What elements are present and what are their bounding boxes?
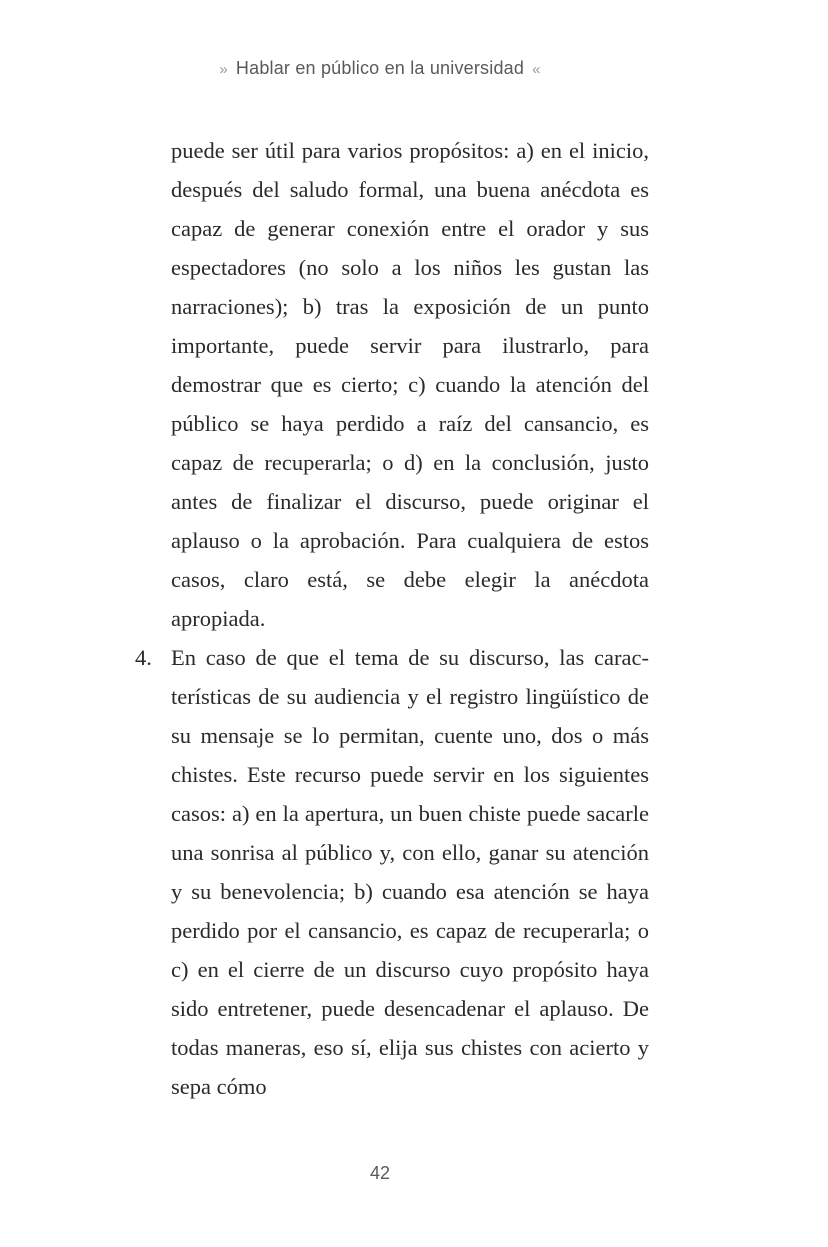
header-right-mark: « (532, 61, 541, 78)
continuation-paragraph: puede ser útil para varios propósitos: a) en el inicio, después del saludo formal, una buena anécdota es capaz de generar conexión entre el orador y sus espectadores (no solo a los niños les gustan las narraciones); b) tras la exposición de un punto importante, puede servir para ilustrarlo, para demostrar que es cierto; c) cuando la atención del público se haya perdido a raíz del cansancio, es capaz de recuperarla; o d) en la conclusión, justo antes de finalizar el discurso, puede originar el aplauso o la aprobación. Para cualquiera de estos casos, claro está, se debe elegir la anécdota apropiada. (171, 138, 649, 631)
list-item-4 (135, 638, 649, 1106)
list-item-number: 4. (135, 645, 152, 670)
body-text (135, 131, 649, 1106)
header-left-mark: » (219, 61, 228, 78)
running-header (0, 58, 760, 79)
list-item-text: En caso de que el tema de su discurso, las características de su audiencia y el registro lingüístico de su mensaje se lo permitan, cuente uno, dos o más chistes. Este recurso puede servir en los siguientes casos: a) en la apertura, un buen chiste puede sacarle una sonrisa al público y, con ello, ganar su atención y su benevolencia; b) cuando esa atención se haya perdido por el cansancio, es capaz de recuperarla; o c) en el cierre de un discurso cuyo propósito haya sido entretener, puede desencadenar el aplauso. De todas maneras, eso sí, elija sus chistes con acierto y sepa cómo (171, 645, 649, 1099)
header-title: Hablar en público en la universidad (235, 58, 525, 78)
page-number: 42 (369, 1163, 391, 1183)
